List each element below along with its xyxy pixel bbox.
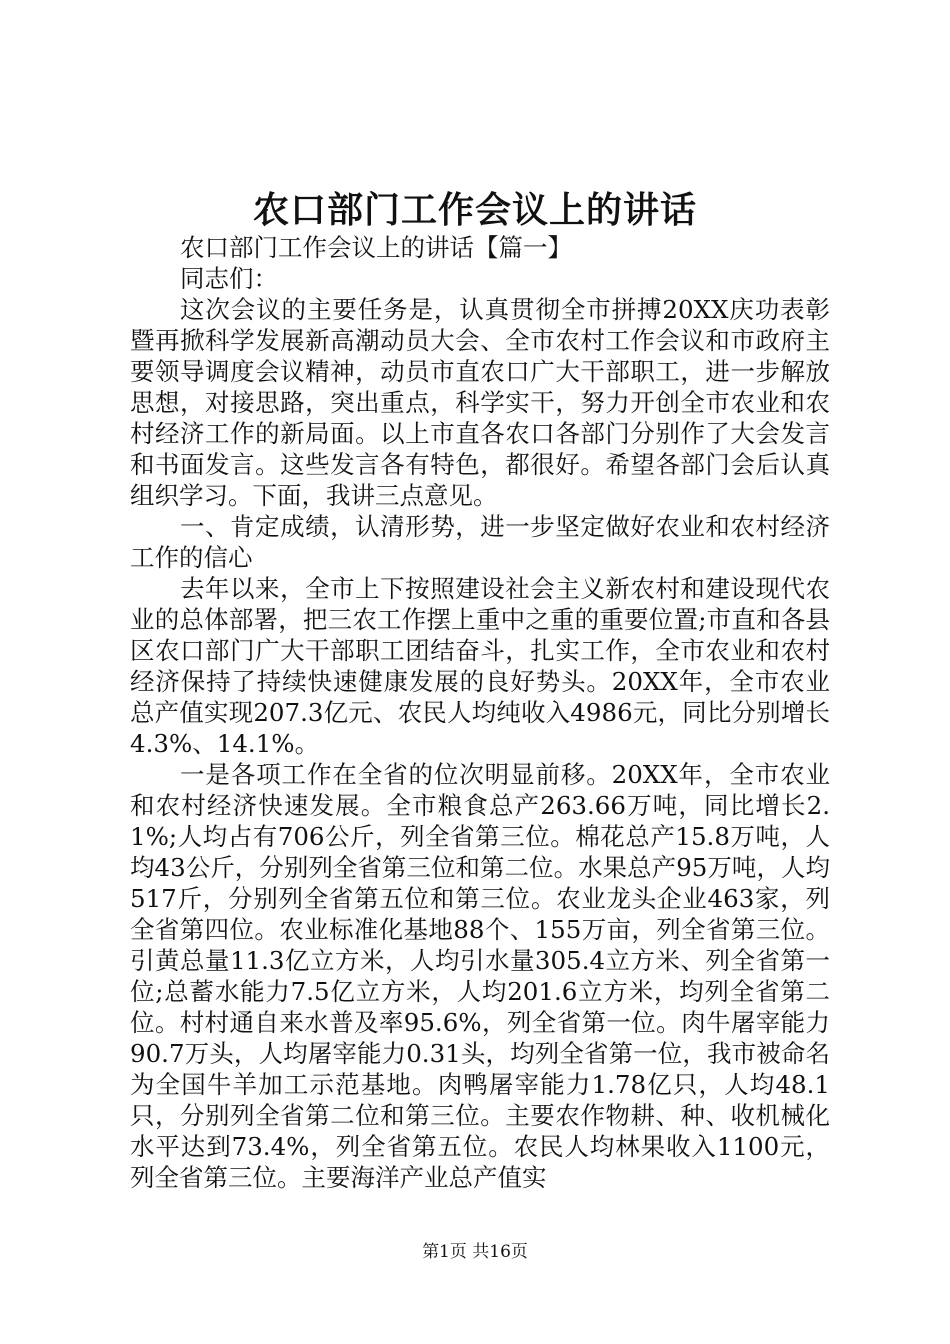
document-title: 农口部门工作会议上的讲话 xyxy=(252,189,697,231)
salutation: 同志们： xyxy=(180,264,278,293)
section-heading: 农口部门工作会议上的讲话【篇一】 xyxy=(180,233,572,262)
body-paragraph: 这次会议的主要任务是，认真贯彻全市拼搏20XX庆功表彰暨再掀科学发展新高潮动员大会、全市农村工作会议和市政府主要领导调度会议精神，动员市直农口广大干部职工，进一步解放思想，对接思路，突出重点，科学实干，努力开创全市农业和农村经济工作的新局面。以上市直各农口各部门分别作了大会发言和书面发言。这些发言各有特色，都很好。希望各部门会后认真组织学习。下面，我讲三点意见。 xyxy=(130,295,830,510)
body-paragraph: 一是各项工作在全省的位次明显前移。20XX年，全市农业和农村经济快速发展。全市粮食总产263.66万吨，同比增长2.1%;人均占有706公斤，列全省第三位。棉花总产15.8万吨，人均43公斤，分别列全省第三位和第二位。水果总产95万吨，人均517斤，分别列全省第五位和第三位。农业龙头企业463家，列全省第四位。农业标准化基地88个、155万亩，列全省第三位。引黄总量11.3亿立方米，人均引水量305.4立方米、列全省第一位;总蓄水能力7.5亿立方米，人均201.6立方米，均列全省第二位。村村通自来水普及率95.6%，列全省第一位。肉牛屠宰能力90.7万头，人均屠宰能力0.31头，均列全省第一位，我市被命名为全国牛羊加工示范基地。肉鸭屠宰能力1.78亿只，人均48.1只，分别列全省第二位和第三位。主要农作物耕、种、收机械化水平达到73.4%，列全省第五位。农民人均林果收入1100元，列全省第三位。主要海洋产业总产值实 xyxy=(130,760,830,1192)
body-paragraph: 去年以来，全市上下按照建设社会主义新农村和建设现代农业的总体部署，把三农工作摆上重中之重的重要位置;市直和各县区农口部门广大干部职工团结奋斗，扎实工作，全市农业和农村经济保持了持续快速健康发展的良好势头。20XX年，全市农业总产值实现207.3亿元、农民人均纯收入4986元，同比分别增长4.3%、14.1%。 xyxy=(130,574,830,758)
document-body xyxy=(130,232,830,1193)
section-heading: 一、肯定成绩，认清形势，进一步坚定做好农业和农村经济工作的信心 xyxy=(130,512,830,572)
page-number: 第1页 共16页 xyxy=(422,1242,528,1262)
